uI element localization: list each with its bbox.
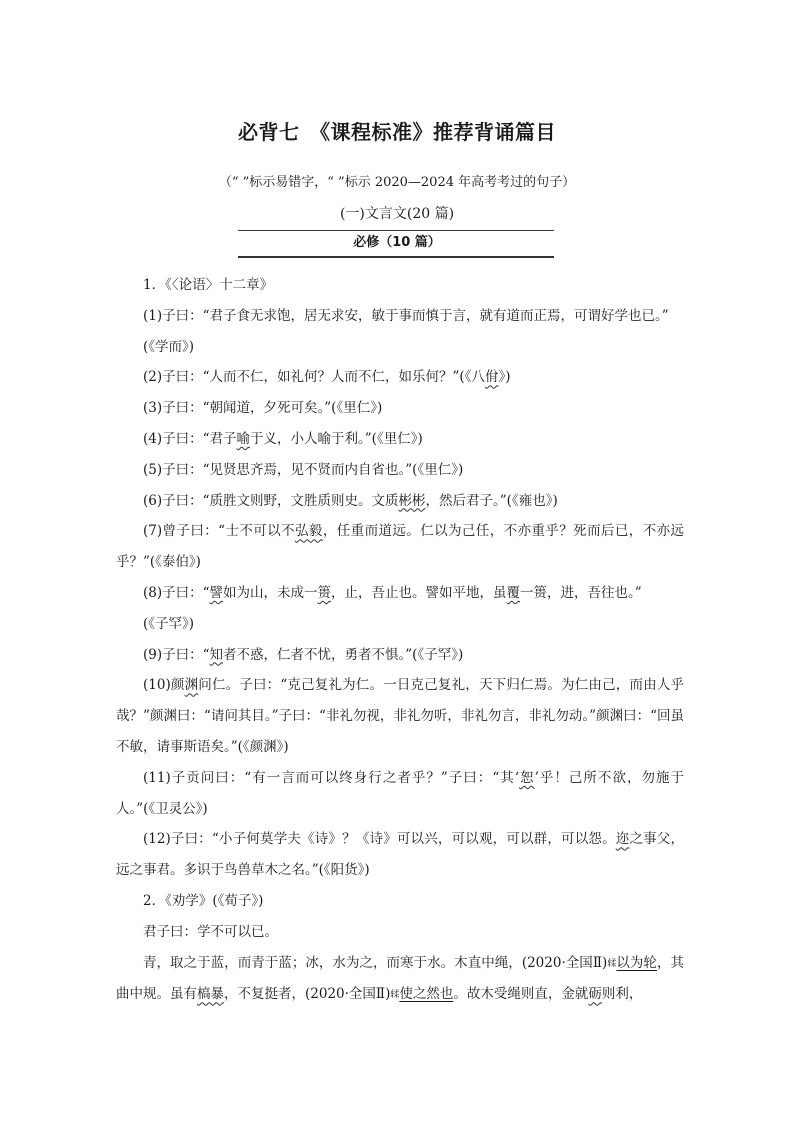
bottom-rule [238, 256, 554, 258]
paragraph: 青，取之于蓝，而青于蓝；冰，水为之，而寒于水。木直中绳，(2020·全国Ⅱ)𫐓以为轮，其曲中规。虽有槁暴，不复挺者，(2020·全国Ⅱ)𫐓使之然也。故木受绳则直，金就砺则利， [116, 954, 684, 1003]
paragraph: 君子曰：学不可以已。 [143, 923, 278, 940]
error-prone-char: 佾 [484, 369, 499, 386]
paragraph: (《学而》) [143, 338, 195, 355]
paragraph: (4)子曰：“君子喻于义，小人喻于利。”(《里仁》) [143, 430, 423, 447]
paragraph: (《子罕》) [143, 615, 195, 632]
paragraph: (11)子贡问曰：“有一言而可以终身行之者乎？”子曰：“其‘恕’乎！己所不欲，勿施于人。”(《卫灵公》) [116, 769, 684, 817]
error-prone-char: 譬 [209, 584, 224, 601]
error-prone-char: 知 [209, 646, 224, 663]
error-prone-char: 彬彬 [398, 492, 426, 509]
paragraph: (9)子曰：“知者不惑，仁者不忧，勇者不惧。”(《子罕》) [143, 646, 464, 663]
exam-sentence: 使之然也 [399, 986, 454, 1003]
paragraph: (2)子曰：“人而不仁，如礼何？人而不仁，如乐何？”(《八佾》) [143, 369, 511, 386]
item-heading: 2．《劝学》(《荀子》) [143, 892, 264, 909]
error-prone-char: 砺 [588, 986, 602, 1003]
exam-sentence: 以为轮 [616, 954, 657, 971]
paragraph: (5)子曰：“见贤思齐焉，见不贤而内自省也。”(《里仁》) [143, 461, 464, 478]
exam-mark: 𫐓 [390, 990, 400, 1001]
legend-note: （“ ”标示易错字，“ ”标示 2020—2024 年高考考过的句子） [218, 175, 576, 190]
paragraph: (3)子曰：“朝闻道，夕死可矣。”(《里仁》) [143, 400, 383, 417]
top-rule [238, 230, 554, 231]
category-band: 必修（10 篇） [353, 235, 441, 250]
item-heading: 1．《〈论语〉十二章》 [143, 277, 274, 293]
paragraph: (6)子曰：“质胜文则野，文胜质则史。文质彬彬，然后君子。”(《雍也》) [143, 492, 558, 509]
paragraph: (10)颜渊问仁。子曰：“克己复礼为仁。一日克己复礼，天下归仁焉。为仁由己，而由人乎哉？”颜渊曰：“请问其目。”子曰：“非礼勿视，非礼勿听，非礼勿言，非礼勿动。”颜渊曰：“回虽不敏，请事斯语矣。”(《颜渊》) [116, 677, 684, 755]
error-prone-char: 弘毅 [295, 523, 323, 540]
error-prone-char: 恕 [519, 769, 535, 786]
error-prone-char: 渊 [184, 677, 199, 694]
error-prone-char: 迩 [615, 831, 630, 848]
section-heading: (一)文言文(20 篇) [339, 206, 455, 222]
error-prone-char: 槁暴 [197, 986, 224, 1003]
exam-mark: 𫐓 [607, 958, 617, 969]
paragraph: (1)子曰：“君子食无求饱，居无求安，敏于事而慎于言，就有道而正焉，可谓好学也已。” [143, 307, 669, 324]
error-prone-char: 篑 [317, 584, 332, 601]
text-body [116, 270, 684, 1011]
paragraph: (8)子曰：“譬如为山，未成一篑，止，吾止也。譬如平地，虽覆一篑，进，吾往也。” [143, 584, 642, 601]
paragraph: (12)子曰：“小子何莫学夫《诗》？《诗》可以兴，可以观，可以群，可以怨。迩之事父，远之事君。多识于鸟兽草木之名。”(《阳货》) [116, 831, 684, 879]
error-prone-char: 覆 [506, 584, 521, 601]
paragraph: (7)曾子曰：“士不可以不弘毅，任重而道远。仁以为己任，不亦重乎？死而后已，不亦远乎？”(《泰伯》) [116, 523, 685, 571]
page-title: 必背七 《课程标准》推荐背诵篇目 [238, 120, 556, 144]
error-prone-char: 喻 [236, 430, 251, 447]
